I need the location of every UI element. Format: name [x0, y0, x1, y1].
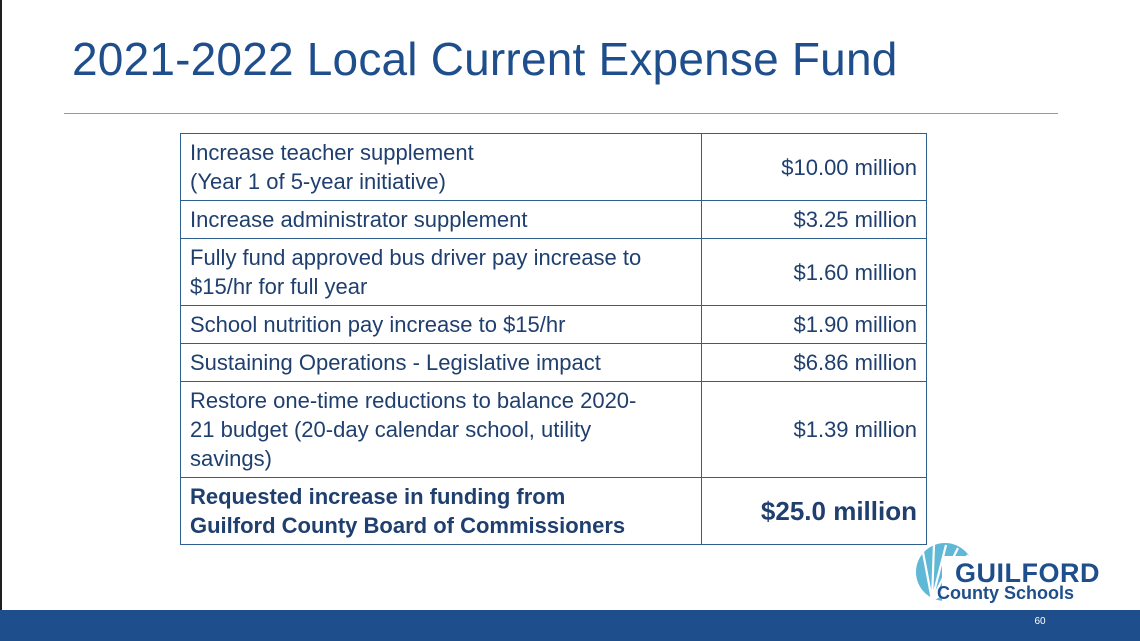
row-description: Restore one-time reductions to balance 2020- 21 budget (20-day calendar school, utility savings) [181, 382, 702, 478]
table-row [181, 382, 927, 478]
total-row [181, 478, 927, 545]
table-row [181, 344, 927, 382]
table-row [181, 306, 927, 344]
logo-name-line1: GUILFORD [955, 558, 1100, 588]
footer-bar [0, 610, 1140, 641]
row-description: Increase administrator supplement [181, 201, 702, 239]
total-description: Requested increase in funding from Guilford County Board of Commissioners [181, 478, 702, 545]
row-amount: $10.00 million [702, 134, 927, 201]
row-amount: $3.25 million [702, 201, 927, 239]
row-amount: $1.39 million [702, 382, 927, 478]
budget-table [180, 133, 927, 545]
total-amount: $25.0 million [702, 478, 927, 545]
table-row [181, 239, 927, 306]
title-divider [64, 113, 1058, 114]
row-description: Fully fund approved bus driver pay increase to $15/hr for full year [181, 239, 702, 306]
row-amount: $6.86 million [702, 344, 927, 382]
row-amount: $1.60 million [702, 239, 927, 306]
table-row [181, 134, 927, 201]
table-row [181, 201, 927, 239]
row-description: Increase teacher supplement (Year 1 of 5-year initiative) [181, 134, 702, 201]
page-title: 2021-2022 Local Current Expense Fund [72, 33, 898, 85]
page-number: 60 [1034, 616, 1046, 627]
row-description: Sustaining Operations - Legislative impact [181, 344, 702, 382]
row-description: School nutrition pay increase to $15/hr [181, 306, 702, 344]
row-amount: $1.90 million [702, 306, 927, 344]
logo-name-line2: County Schools [937, 583, 1075, 603]
slide-left-edge [0, 0, 2, 610]
